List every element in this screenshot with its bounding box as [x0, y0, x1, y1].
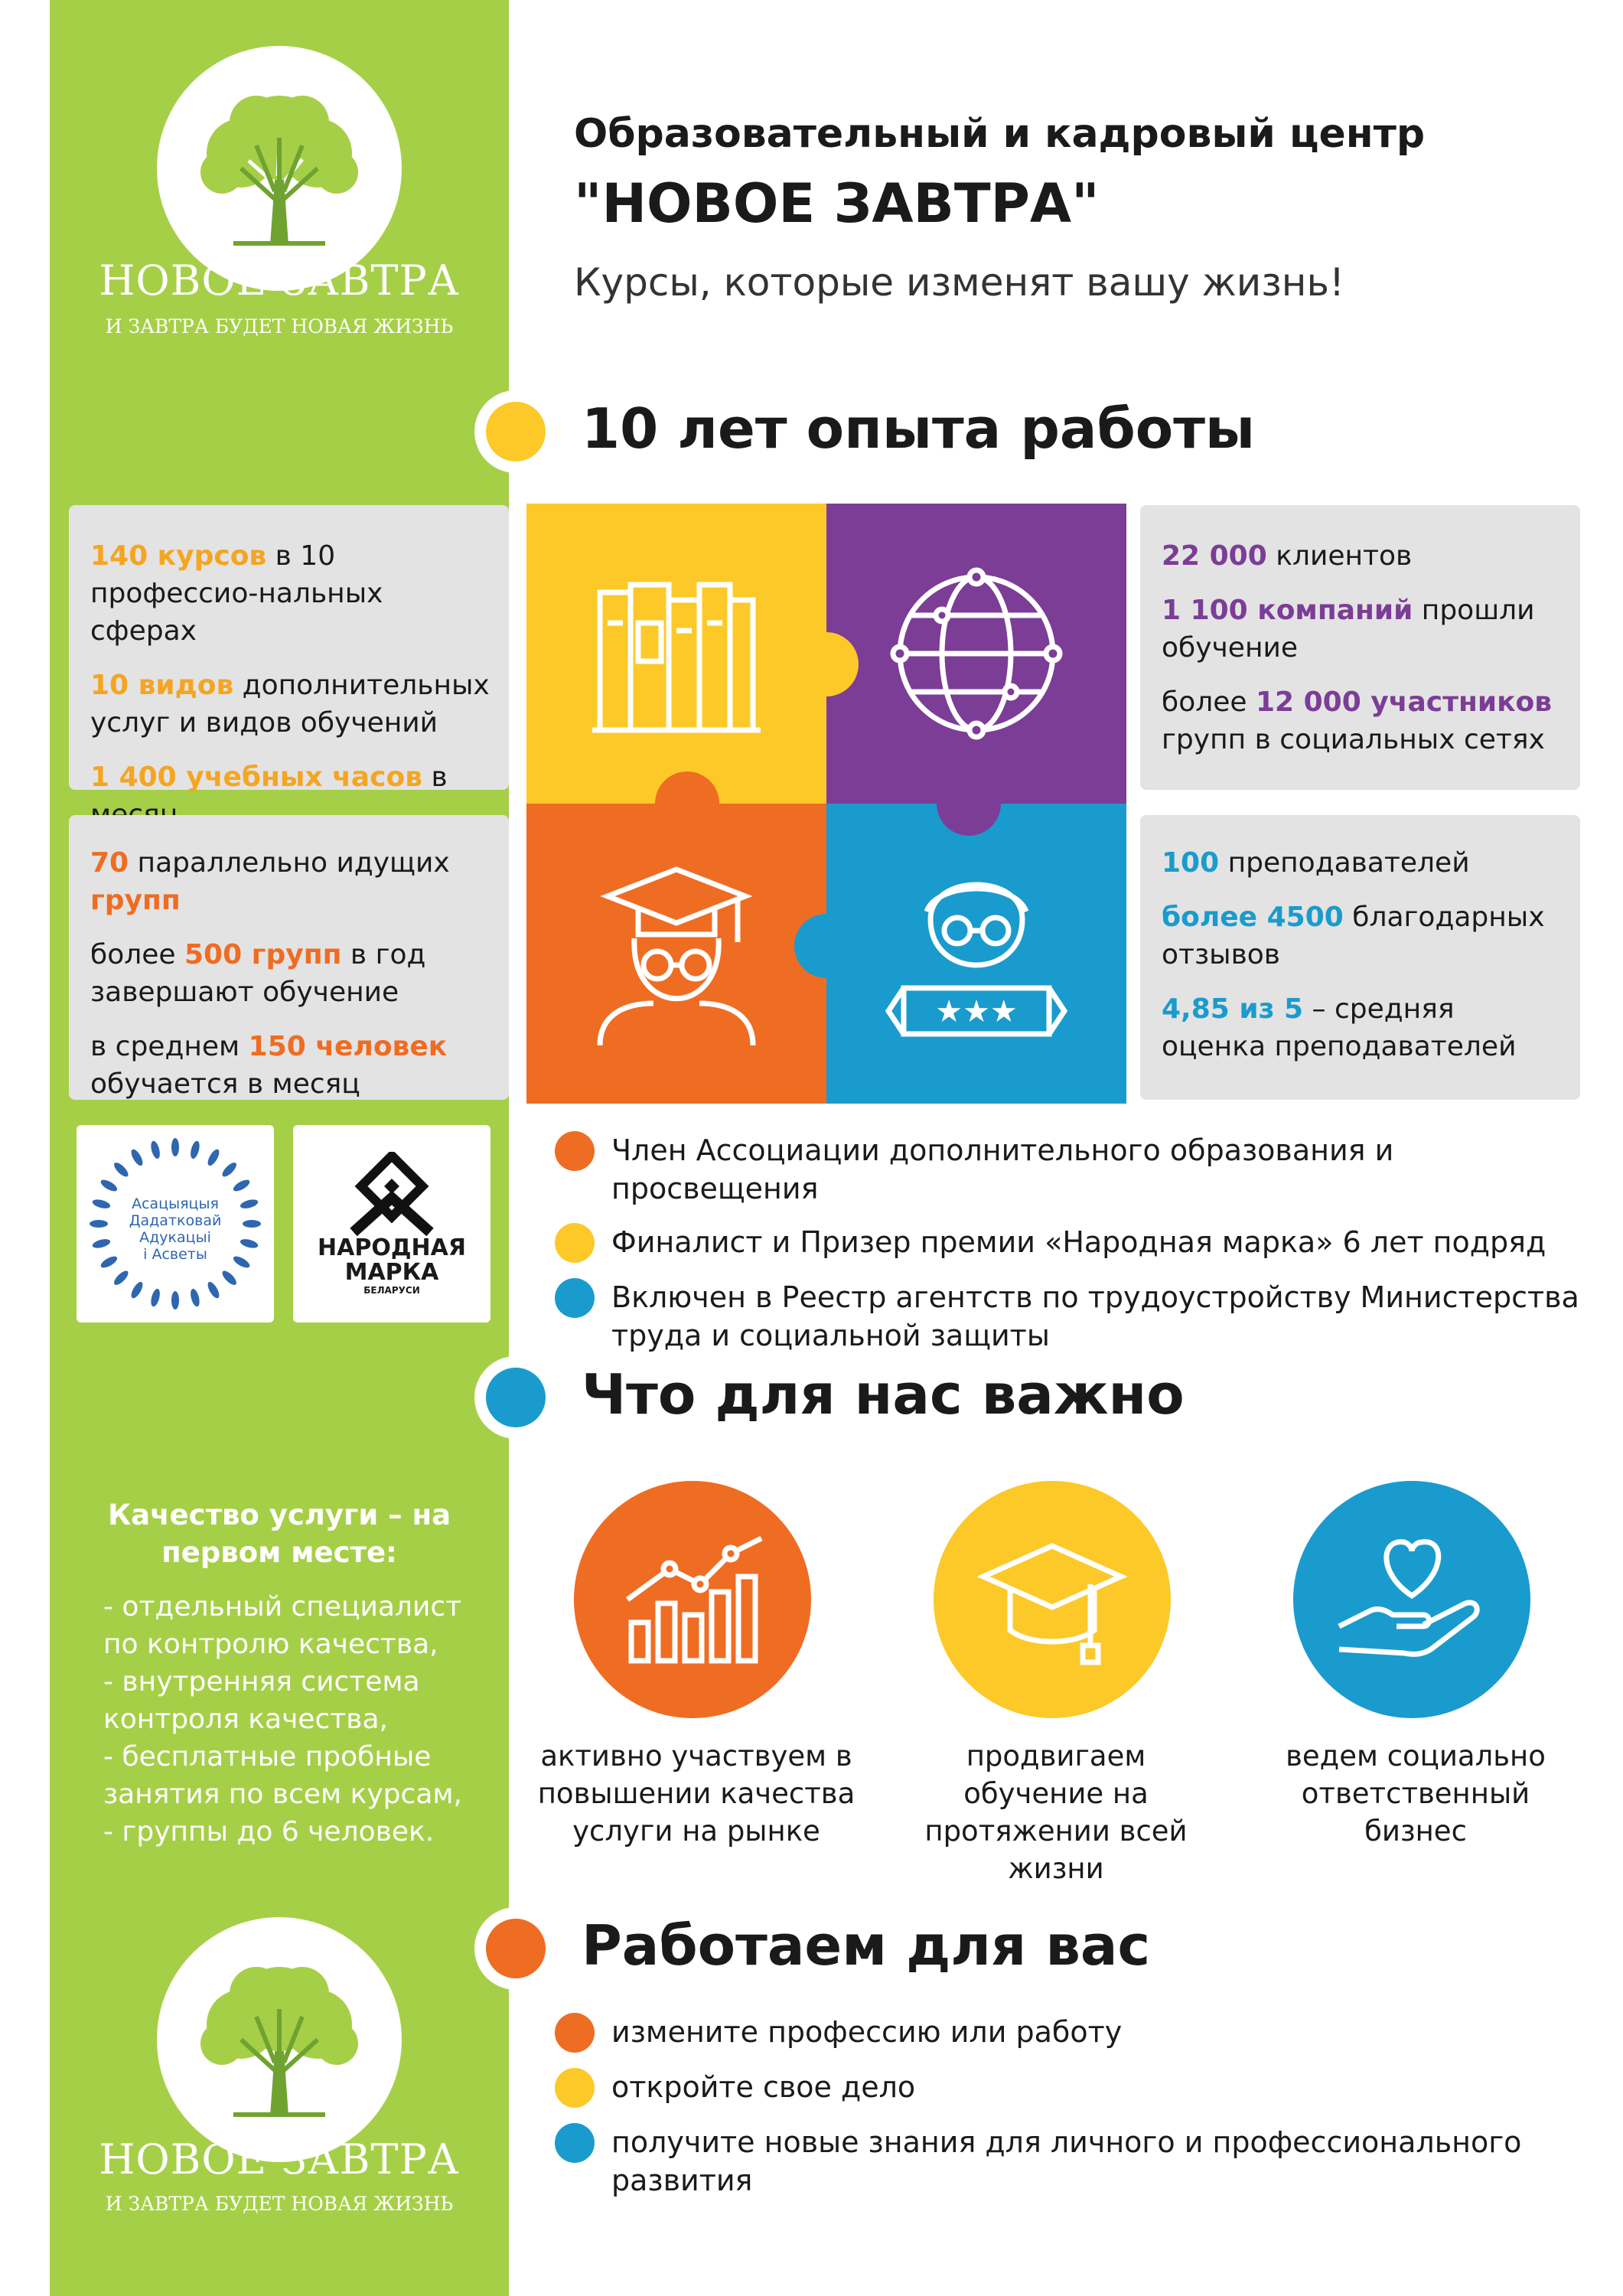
quality-item: - группы до 6 человек. — [103, 1816, 435, 1848]
leaf-shape — [90, 1220, 108, 1228]
stats-box-left-1 — [69, 505, 509, 793]
leaf-shape — [149, 1288, 161, 1308]
leaf-shape — [129, 1148, 145, 1168]
puzzle-tile-purple — [826, 504, 1126, 804]
marka-line3: БЕЛАРУСИ — [363, 1285, 420, 1296]
leaf-shape — [99, 1178, 119, 1194]
leaf-shape — [99, 1254, 119, 1270]
marka-line2: МАРКА — [344, 1259, 439, 1286]
section1-marker — [474, 390, 557, 473]
bullet-dot — [555, 2123, 595, 2163]
stat-text: преподавателей — [1219, 847, 1470, 879]
leaf-shape — [92, 1238, 112, 1250]
header-slogan: Курсы, которые изменят вашу жизнь! — [574, 260, 1344, 305]
brand-tagline-top: И ЗАВТРА БУДЕТ НОВАЯ ЖИЗНЬ — [105, 315, 454, 338]
puzzle-knob — [794, 632, 859, 696]
quality-item: - отдельный специалист по контролю качества, — [103, 1591, 462, 1660]
stat-text: более — [90, 939, 184, 970]
leaf-shape — [240, 1198, 259, 1210]
list-item-text: получите новые знания для личного и профессионального развития — [611, 2125, 1522, 2197]
stat-value: 100 — [1162, 847, 1220, 879]
logo-top — [157, 46, 402, 291]
leaf-shape — [171, 1138, 179, 1156]
puzzle-grid — [526, 504, 1126, 1104]
stat-text: прошли обучение — [1162, 595, 1535, 664]
stat-value: 140 курсов — [90, 540, 267, 572]
stat-value: 1 100 компаний — [1162, 595, 1413, 626]
logo-bottom — [157, 1917, 402, 2162]
graduate-icon — [585, 858, 768, 1049]
tree-icon — [187, 1955, 371, 2124]
stat-text: дополнительных услуг и видов обучений — [90, 670, 490, 739]
puzzle-tile-yellow — [526, 504, 826, 804]
stat-value: 150 человек — [248, 1031, 448, 1062]
achievements-list — [555, 1131, 1580, 1355]
quality-item: - внутренняя система контроля качества, — [103, 1666, 420, 1735]
list-item-text: Включен в Реестр агентств по трудоустройству Министерства труда и социальной защиты — [611, 1280, 1579, 1352]
stat-text: параллельно идущих — [129, 847, 450, 879]
leaf-shape — [149, 1140, 161, 1160]
bullet-dot — [555, 2068, 595, 2108]
puzzle-tile-blue — [826, 804, 1126, 1104]
stat-text: в 10 профессио-нальных сферах — [90, 540, 383, 647]
leaf-shape — [189, 1140, 201, 1160]
leaf-shape — [129, 1280, 145, 1300]
list-item-text: откройте свое дело — [611, 2070, 916, 2104]
leaf-shape — [112, 1160, 130, 1179]
section3-marker — [474, 1907, 557, 1990]
svg-text:★★★: ★★★ — [935, 994, 1018, 1029]
stat-value: 22 000 — [1162, 540, 1267, 572]
section1-title: 10 лет опыта работы — [582, 396, 1256, 461]
puzzle-knob — [794, 914, 859, 978]
value-circle-quality — [574, 1481, 811, 1718]
stat-text: обучается в месяц — [90, 1068, 360, 1100]
stat-value: 500 групп — [184, 939, 342, 970]
puzzle-knob — [655, 771, 719, 836]
stats-box-right-1 — [1140, 505, 1580, 790]
bullet-dot — [555, 2013, 595, 2053]
stat-text: более — [1162, 687, 1256, 718]
stats-box-left-2 — [69, 815, 509, 1100]
leaf-shape — [189, 1288, 201, 1308]
list-item — [555, 1223, 1580, 1263]
quality-item: - бесплатные пробные занятия по всем курсам, — [103, 1741, 462, 1810]
growth-chart-icon — [616, 1531, 769, 1668]
list-item — [555, 1278, 1580, 1355]
stat-value: 70 — [90, 847, 129, 879]
leaf-shape — [206, 1148, 222, 1168]
leaf-shape — [232, 1178, 252, 1194]
stat-value: 12 000 участников — [1255, 687, 1553, 718]
value-text-social: ведем социально ответственный бизнес — [1286, 1740, 1546, 1848]
list-item-text: Финалист и Призер премии «Народная марка» 6 лет подряд — [611, 1225, 1546, 1259]
list-item — [555, 1131, 1580, 1208]
leaf-shape — [243, 1220, 261, 1228]
graduation-cap-icon — [976, 1531, 1129, 1668]
marka-line1: НАРОДНАЯ — [318, 1234, 466, 1261]
bullet-dot — [555, 1223, 595, 1263]
list-item — [555, 2123, 1580, 2200]
heart-hand-icon — [1331, 1527, 1492, 1672]
books-icon — [585, 562, 768, 745]
stat-value: 10 видов — [90, 670, 234, 701]
narodnaya-marka-icon — [346, 1152, 438, 1236]
leaf-shape — [92, 1198, 112, 1210]
stat-text: групп в социальных сетях — [1162, 724, 1545, 755]
leaf-shape — [171, 1291, 179, 1309]
association-badge — [77, 1125, 274, 1322]
stat-text: в год завершают обучение — [90, 939, 426, 1008]
stat-text: благодарных отзывов — [1162, 902, 1545, 970]
stat-text: – средняя оценка преподавателей — [1162, 993, 1517, 1062]
header-name: "НОВОЕ ЗАВТРА" — [574, 172, 1100, 235]
leaf-shape — [232, 1254, 252, 1270]
quality-title: Качество услуги – на первом месте: — [107, 1499, 451, 1569]
value-text-education: продвигаем обучение на протяжении всей жизни — [924, 1740, 1188, 1885]
value-circle-education — [934, 1481, 1171, 1718]
association-name: Асацыяцыя Дадатковай Адукацыі і Асветы — [129, 1195, 222, 1263]
leaf-shape — [112, 1269, 130, 1287]
header-org: Образовательный и кадровый центр — [574, 111, 1426, 157]
stat-text: в среднем — [90, 1031, 249, 1062]
stat-text: клиентов — [1266, 540, 1413, 572]
stats-box-right-2 — [1140, 815, 1580, 1100]
stat-value: более 4500 — [1162, 902, 1344, 933]
list-item — [555, 2068, 1580, 2108]
teacher-rating-icon — [885, 858, 1068, 1049]
brand-tagline-bottom: И ЗАВТРА БУДЕТ НОВАЯ ЖИЗНЬ — [105, 2193, 454, 2215]
section2-marker — [474, 1356, 557, 1439]
brand-name-bottom: НОВОЕ ЗАВТРА — [99, 2135, 460, 2183]
tree-icon — [187, 84, 371, 253]
stat-value: 4,85 из 5 — [1162, 993, 1304, 1025]
value-text-quality: активно участвуем в повышении качества услуги на рынке — [537, 1740, 855, 1848]
globe-icon — [888, 566, 1064, 742]
leaf-shape — [206, 1280, 222, 1300]
quality-list — [103, 1588, 486, 1851]
puzzle-knob — [937, 771, 1001, 836]
list-item-text: измените профессию или работу — [611, 2015, 1123, 2049]
narodnaya-marka-badge — [293, 1125, 490, 1322]
bullet-dot — [555, 1278, 595, 1318]
stat-value: групп — [90, 885, 181, 916]
association-logo — [83, 1132, 267, 1316]
list-item-text: Член Ассоциации дополнительного образования и просвещения — [611, 1133, 1394, 1205]
leaf-shape — [220, 1269, 239, 1287]
leaf-shape — [240, 1238, 259, 1250]
brand-name-top: НОВОЕ ЗАВТРА — [99, 256, 460, 305]
services-list — [555, 2013, 1580, 2200]
stat-text: в — [431, 762, 448, 793]
stat-value: 1 400 учебных часов — [90, 762, 423, 793]
value-circle-social — [1293, 1481, 1530, 1718]
leaf-shape — [220, 1160, 239, 1179]
puzzle-tile-orange — [526, 804, 826, 1104]
list-item — [555, 2013, 1580, 2053]
section2-title: Что для нас важно — [582, 1362, 1185, 1427]
bullet-dot — [555, 1131, 595, 1171]
section3-title: Работаем для вас — [582, 1913, 1151, 1978]
